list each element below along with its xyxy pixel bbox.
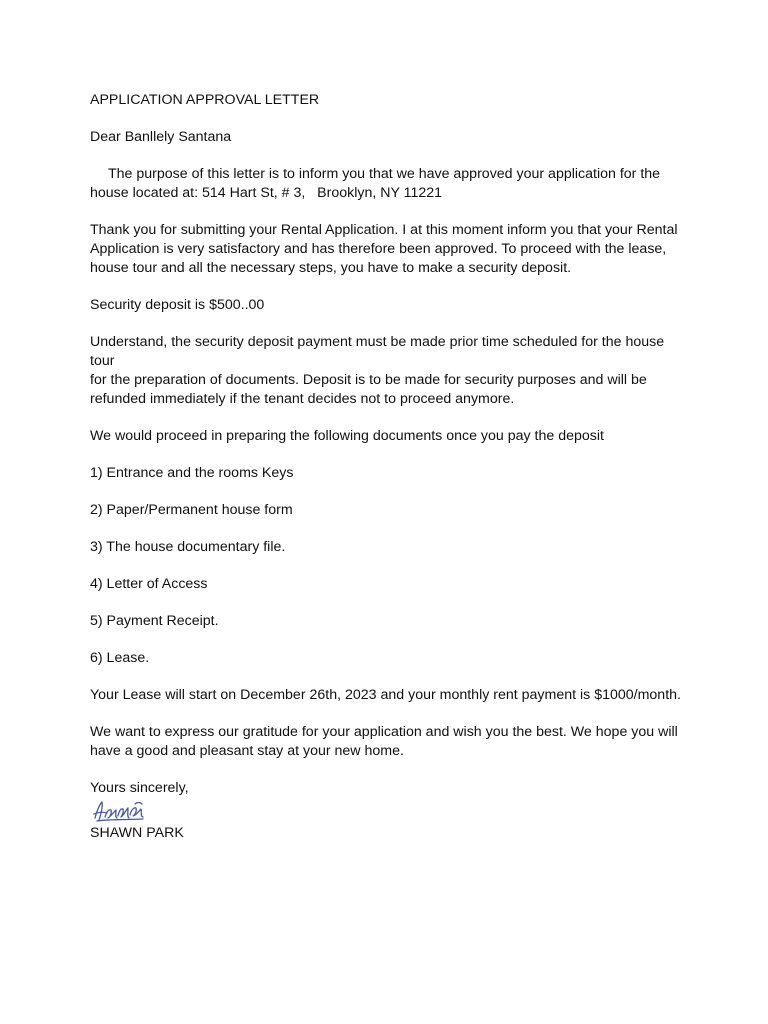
documents-intro: We would proceed in preparing the following documents once you pay the deposit (90, 428, 604, 444)
document-list-item: 3) The house documentary file. (90, 539, 286, 555)
lease-start-line: Your Lease will start on December 26th, 2023 and your monthly rent payment is $1000/month. (90, 687, 681, 703)
document-list-item: 6) Lease. (90, 650, 150, 666)
paragraph-thank-you-line-2: Application is very satisfactory and has therefore been approved. To proceed with the lease, (90, 241, 667, 257)
security-deposit-amount: Security deposit is $500..00 (90, 297, 265, 313)
handwritten-signature (91, 798, 147, 824)
salutation: Dear Banllely Santana (90, 129, 232, 145)
paragraph-gratitude-line-1: We want to express our gratitude for your application and wish you the best. We hope you will (90, 724, 678, 740)
paragraph-thank-you-line-3: house tour and all the necessary steps, you have to make a security deposit. (90, 260, 572, 276)
paragraph-thank-you-line-1: Thank you for submitting your Rental Application. I at this moment inform you that your Rental (90, 222, 678, 238)
document-list-item: 4) Letter of Access (90, 576, 208, 592)
paragraph-deposit-terms-line-1: Understand, the security deposit payment must be made prior time scheduled for the house tour (90, 334, 665, 369)
paragraph-gratitude (90, 723, 690, 761)
paragraph-deposit-terms-line-3: refunded immediately if the tenant decides not to proceed anymore. (90, 391, 515, 407)
paragraph-approval (90, 165, 690, 203)
paragraph-deposit-terms (90, 333, 690, 409)
letter-title: APPLICATION APPROVAL LETTER (90, 92, 320, 108)
paragraph-gratitude-line-2: have a good and pleasant stay at your new home. (90, 743, 404, 759)
paragraph-approval-line-2: house located at: 514 Hart St, # 3, Brooklyn, NY 11221 (90, 185, 443, 201)
paragraph-approval-line-1: The purpose of this letter is to inform you that we have approved your application for the (108, 166, 661, 182)
closing: Yours sincerely, (90, 780, 189, 796)
letter-body (90, 91, 690, 843)
document-list-item: 1) Entrance and the rooms Keys (90, 465, 294, 481)
paragraph-deposit-terms-line-2: for the preparation of documents. Deposit is to be made for security purposes and will be (90, 372, 647, 388)
signer-name: SHAWN PARK (90, 825, 184, 841)
paragraph-thank-you (90, 221, 690, 278)
document-list-item: 2) Paper/Permanent house form (90, 502, 293, 518)
document-list-item: 5) Payment Receipt. (90, 613, 219, 629)
